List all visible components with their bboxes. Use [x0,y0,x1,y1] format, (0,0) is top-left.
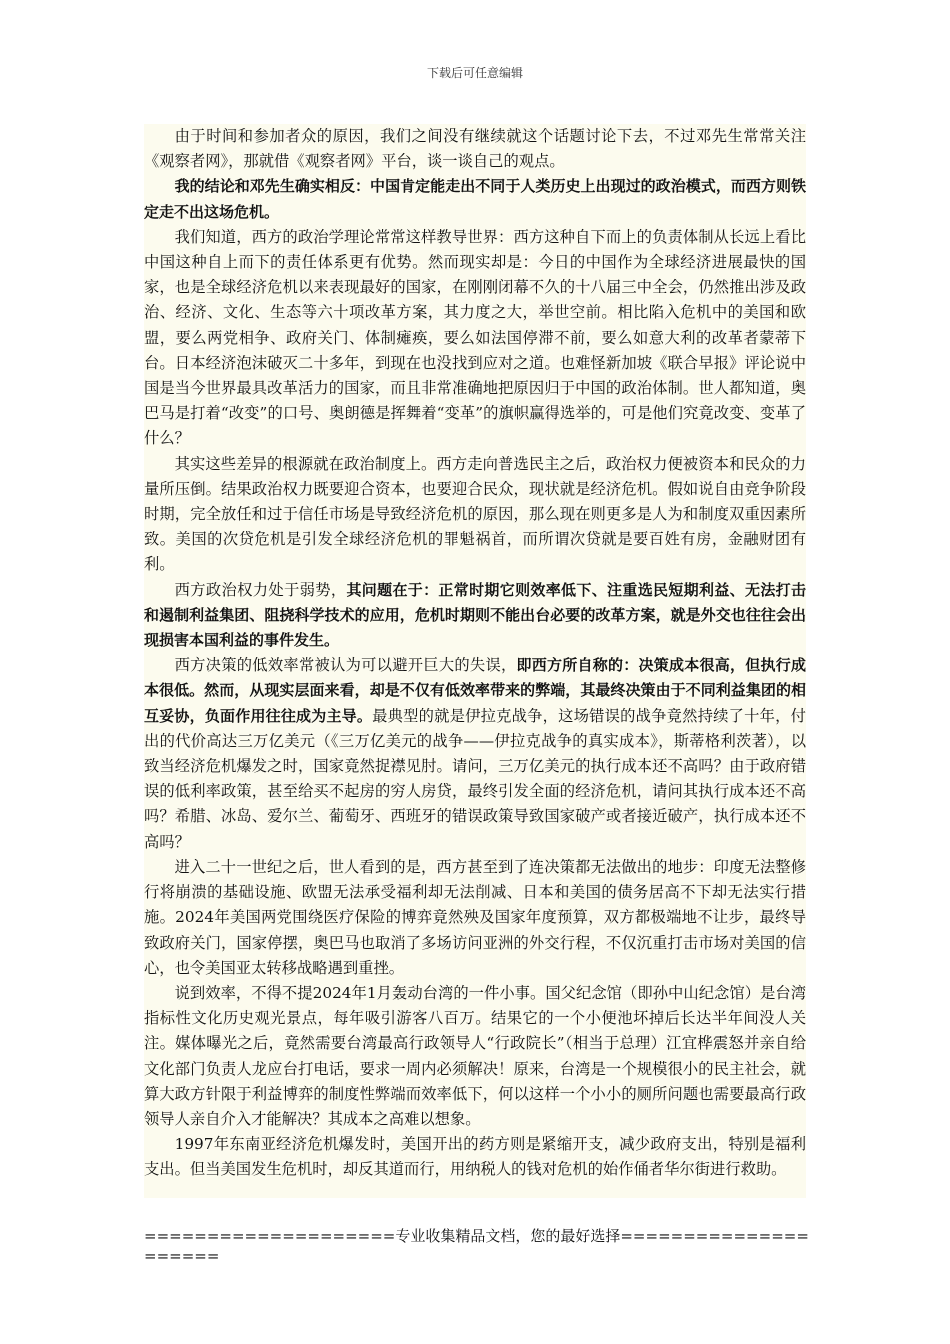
paragraph-text: 进入二十一世纪之后，世人看到的是，西方甚至到了连决策都无法做出的地步：印度无法整修行将崩溃的基础设施、欧盟无法承受福利却无法削减、日本和美国的债务居高不下却无法实行措施。2024年美国两党围绕医疗保险的博弈竟然殃及国家年度预算，双方都极端地不让步，最终导致政府关门，国家停摆，奥巴马也取消了多场访问亚洲的外交行程，不仅沉重打击市场对美国的信心，也令美国亚太转移战略遇到重挫。 [144,857,806,977]
paragraph [144,653,806,855]
paragraph [144,578,806,654]
document-body [144,124,806,1198]
paragraph [144,452,806,578]
paragraph [144,174,806,224]
paragraph-text: 最典型的就是伊拉克战争，这场错误的战争竟然持续了十年，付出的代价高达三万亿美元（《三万亿美元的战争——伊拉克战争的真实成本》，斯蒂格利茨著），以致当经济危机爆发之时，国家竟然捉襟见肘。请问，三万亿美元的执行成本还不高吗？由于政府错误的低利率政策，甚至给买不起房的穷人房贷，最终引发全面的经济危机，请问其执行成本还不高吗？希腊、冰岛、爱尔兰、葡萄牙、西班牙的错误政策导致国家破产或者接近破产，执行成本还不高吗？ [144,706,806,851]
paragraph-text: 我们知道，西方的政治学理论常常这样教导世界：西方这种自下而上的负责体制从长远上看比中国这种自上而下的责任体系更有优势。然而现实却是：今日的中国作为全球经济进展最快的国家，也是全球经济危机以来表现最好的国家，在刚刚闭幕不久的十八届三中全会，仍然推出涉及政治、经济、文化、生态等六十项改革方案，其力度之大，举世空前。相比陷入危机中的美国和欧盟，要么两党相争、政府关门、体制瘫痪，要么如法国停滞不前，要么如意大利的改革者蒙蒂下台。日本经济泡沫破灭二十多年，到现在也没找到应对之道。也难怪新加坡《联合早报》评论说中国是当今世界最具改革活力的国家，而且非常准确地把原因归于中国的政治体制。世人都知道，奥巴马是打着“改变”的口号、奥朗德是挥舞着“变革”的旗帜赢得选举的，可是他们究竟改变、变革了什么？ [144,227,806,448]
bold-text: 我的结论和邓先生确实相反：中国肯定能走出不同于人类历史上出现过的政治模式，而西方则铁定走不出这场危机。 [144,177,806,221]
paragraph-text: 其实这些差异的根源就在政治制度上。西方走向普选民主之后，政治权力便被资本和民众的力量所压倒。结果政治权力既要迎合资本，也要迎合民众，现状就是经济危机。假如说自由竞争阶段时期，完全放任和过于信任市场是导致经济危机的原因，那么现在则更多是人为和制度双重因素所致。美国的次贷危机是引发全球经济危机的罪魁祸首，而所谓次贷就是要百姓有房，金融财团有利。 [144,454,806,574]
paragraph [144,1132,806,1182]
paragraph-text: 说到效率，不得不提2024年1月轰动台湾的一件小事。国父纪念馆（即孙中山纪念馆）是台湾指标性文化历史观光景点，每年吸引游客八百万。结果它的一个小便池坏掉后长达半年间没人关注。媒体曝光之后，竟然需要台湾最高行政领导人“行政院长”（相当于总理）江宜桦震怒并亲自给文化部门负责人龙应台打电话，要求一周内必须解决！原来，台湾是一个规模很小的民主社会，就算大政方针限于利益博弈的制度性弊端而效率低下，何以这样一个小小的厕所问题也需要最高行政领导人亲自介入才能解决？其成本之高难以想象。 [144,983,806,1128]
paragraph [144,981,806,1132]
page-header: 下载后可任意编辑 [426,66,523,80]
paragraph-text: 1997年东南亚经济危机爆发时，美国开出的药方则是紧缩开支，减少政府支出，特别是福利支出。但当美国发生危机时，却反其道而行，用纳税人的钱对危机的始作俑者华尔街进行救助。 [144,1135,806,1179]
paragraph-text: 西方政治权力处于弱势， [174,580,347,599]
paragraph [144,225,806,452]
paragraph [144,855,806,981]
page-footer: ====================专业收集精品文档，您的最好选择===================== [144,1227,809,1265]
paragraph [144,124,806,174]
paragraph-text: 西方决策的低效率常被认为可以避开巨大的失误， [174,656,517,675]
bold-text: 其问题在于：正常时期它则效率低下、注重选民短期利益、无法打击和遏制利益集团、阻挠科学技术的应用，危机时期则不能出台必要的改革方案，就是外交也往往会出现损害本国利益的事件发生。 [144,580,806,650]
paragraph-text: 由于时间和参加者众的原因，我们之间没有继续就这个话题讨论下去，不过邓先生常常关注《观察者网》，那就借《观察者网》平台，谈一谈自己的观点。 [144,127,806,171]
bold-text: 即西方所自称的：决策成本很高，但执行成本很低。然而，从现实层面来看，却是不仅有低效率带来的弊端，其最终决策由于不同利益集团的相互妥协，负面作用往往成为主导。 [144,656,806,725]
